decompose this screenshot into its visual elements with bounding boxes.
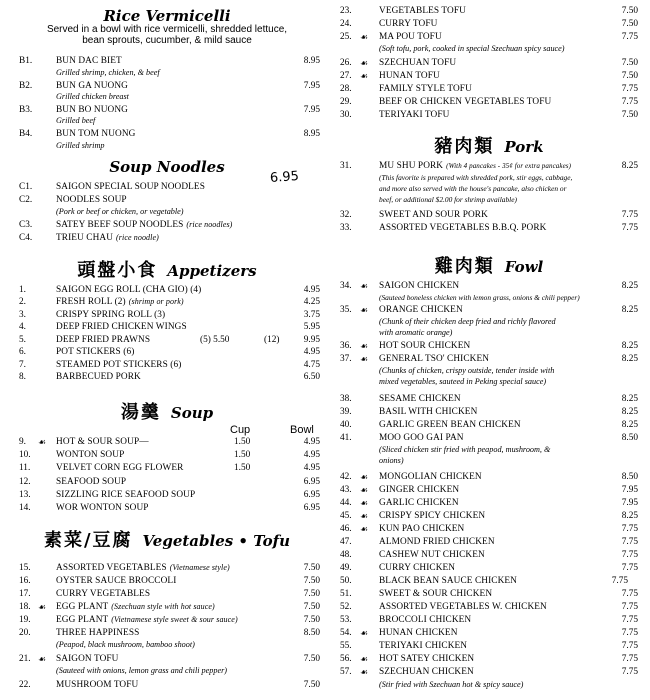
item-price: 7.75 (621, 97, 638, 107)
item-name: HOT SOUR CHICKEN (379, 341, 471, 351)
item-code: 49. (340, 563, 352, 573)
item-code: 23. (340, 6, 352, 16)
item-price: 8.50 (621, 433, 638, 443)
item-code: 29. (340, 97, 352, 107)
vegetables-title: Vegetables • Tofu (142, 532, 291, 550)
handwritten-price: 6.95 (269, 169, 300, 186)
item-name: SAIGON SPECIAL SOUP NOODLES (56, 182, 205, 192)
item-name: BEEF OR CHICKEN VEGETABLES TOFU (379, 97, 552, 107)
item-desc: Grilled shrimp, chicken, & beef (56, 68, 160, 77)
item-name: BARBECUED PORK (56, 372, 141, 382)
hot-spicy-icon: ☙ (360, 71, 369, 81)
rice-desc-line2: bean sprouts, cucumber, & mild sauce (82, 35, 252, 46)
item-name: CRISPY SPRING ROLL (3) (56, 310, 166, 320)
item-name: SEAFOOD SOUP (56, 477, 127, 487)
item-price: 7.75 (621, 641, 638, 651)
item-name: ASSORTED VEGETABLES B.B.Q. PORK (379, 223, 547, 233)
item-code: 1. (19, 285, 26, 295)
item-code: 51. (340, 589, 352, 599)
hot-spicy-icon: ☙ (360, 485, 369, 495)
hot-spicy-icon: ☙ (360, 32, 369, 42)
item-code: 3. (19, 310, 26, 320)
item-code: 47. (340, 537, 352, 547)
bowl-header: Bowl (290, 424, 314, 436)
item-name: MONGOLIAN CHICKEN (379, 472, 482, 482)
item-name-text: EGG PLANT (56, 602, 109, 612)
item-name: KUN PAO CHICKEN (379, 524, 465, 534)
item-price: 8.25 (621, 341, 638, 351)
item-price: 8.95 (303, 129, 320, 139)
bowl-price: 6.95 (303, 490, 320, 500)
item-price: 7.75 (621, 602, 638, 612)
hot-spicy-icon: ☙ (360, 667, 369, 677)
hot-spicy-icon: ☙ (360, 498, 369, 508)
item-code: 39. (340, 407, 352, 417)
hot-spicy-icon: ☙ (360, 654, 369, 664)
item-name-text: MU SHU PORK (379, 161, 444, 171)
cup-price: 1.50 (234, 450, 251, 460)
item-price: 7.75 (621, 537, 638, 547)
rice-vermicelli-heading (14, 6, 320, 25)
item-price: 7.50 (303, 654, 320, 664)
item-code: 2. (19, 297, 26, 307)
item-name: CURRY TOFU (379, 19, 438, 29)
item-name: CURRY VEGETABLES (56, 589, 151, 599)
appetizers-chinese: 頭盤小食 (77, 260, 158, 281)
item-code: 56. (340, 654, 352, 664)
item-price: 7.95 (303, 105, 320, 115)
item-desc: mixed vegetables, sauteed in Peking special sauce) (379, 377, 547, 386)
item-code: 48. (340, 550, 352, 560)
item-desc: and more also served with the house's pancake, also chicken or (379, 184, 567, 193)
item-code: 20. (19, 628, 31, 638)
item-code: 35. (340, 305, 352, 315)
item-code: 46. (340, 524, 352, 534)
item-name: HUNAN CHICKEN (379, 628, 458, 638)
appetizers-heading (14, 256, 320, 282)
item-name: WOR WONTON SOUP (56, 503, 149, 513)
item-code: 53. (340, 615, 352, 625)
item-name: BUN GA NUONG (56, 81, 128, 91)
item-name: STEAMED POT STICKERS (6) (56, 360, 182, 370)
item-desc: (Stir fried with Szechuan hot & spicy sauce) (379, 680, 524, 689)
item-desc: (Pork or beef or chicken, or vegetable) (56, 207, 184, 216)
soup-title: Soup (170, 404, 214, 422)
item-name: DEEP FRIED CHICKEN WINGS (56, 322, 187, 332)
hot-spicy-icon: ☙ (38, 654, 47, 664)
pork-heading (340, 132, 638, 158)
soup-chinese: 湯羹 (120, 402, 161, 423)
item-code: 14. (19, 503, 31, 513)
item-price: 7.95 (621, 485, 638, 495)
hot-spicy-icon: ☙ (360, 58, 369, 68)
item-price: 7.75 (621, 84, 638, 94)
item-price: 7.95 (621, 498, 638, 508)
item-price: 7.50 (621, 58, 638, 68)
item-price: 7.75 (621, 589, 638, 599)
prawns-small-price: (5) 5.50 (200, 335, 230, 345)
item-name: NOODLES SOUP (56, 195, 127, 205)
item-name: CASHEW NUT CHICKEN (379, 550, 485, 560)
item-name-text: SATEY BEEF SOUP NOODLES (56, 220, 184, 230)
item-name: SIZZLING RICE SEAFOOD SOUP (56, 490, 196, 500)
item-name: BUN TOM NUONG (56, 129, 136, 139)
item-price: 7.50 (621, 19, 638, 29)
item-name: HUNAN TOFU (379, 71, 440, 81)
item-name: MOO GOO GAI PAN (379, 433, 464, 443)
item-code: C2. (19, 195, 33, 205)
item-price: 7.75 (621, 615, 638, 625)
hot-spicy-icon: ☙ (38, 437, 47, 447)
item-code: 24. (340, 19, 352, 29)
item-desc: (Sliced chicken stir fried with peapod, mushroom, & (379, 445, 551, 454)
appetizers-title: Appetizers (167, 262, 257, 280)
item-price: 7.50 (621, 110, 638, 120)
item-price: 7.50 (303, 589, 320, 599)
item-name: GARLIC CHICKEN (379, 498, 459, 508)
item-price: 8.25 (621, 354, 638, 364)
item-name: BUN DAC BIET (56, 56, 122, 66)
bowl-price: 6.95 (303, 503, 320, 513)
item-name: FAMILY STYLE TOFU (379, 84, 472, 94)
item-price: 6.50 (303, 372, 320, 382)
item-price: 7.75 (621, 550, 638, 560)
item-price: 7.75 (621, 667, 638, 677)
fowl-title: Fowl (504, 258, 544, 276)
item-price: 7.50 (303, 680, 320, 690)
item-code: 40. (340, 420, 352, 430)
item-code: 4. (19, 322, 26, 332)
item-name: SAIGON EGG ROLL (CHA GIO) (4) (56, 285, 202, 295)
rice-vermicelli-title: Rice Vermicelli (103, 7, 231, 25)
item-code: 17. (19, 589, 31, 599)
item-price: 3.75 (303, 310, 320, 320)
item-code: 11. (19, 463, 31, 473)
item-name: CRISPY SPICY CHICKEN (379, 511, 486, 521)
cup-header: Cup (230, 424, 251, 436)
item-price: 8.25 (621, 407, 638, 417)
item-price: 7.75 (621, 524, 638, 534)
fowl-heading (340, 252, 638, 278)
item-code: C4. (19, 233, 33, 243)
item-code: 33. (340, 223, 352, 233)
item-price: 7.75 (611, 576, 628, 586)
item-desc: (Peapod, black mushroom, bamboo shoot) (56, 640, 195, 649)
hot-spicy-icon: ☙ (360, 511, 369, 521)
item-code: 19. (19, 615, 31, 625)
item-name: WONTON SOUP (56, 450, 125, 460)
hot-spicy-icon: ☙ (360, 305, 369, 315)
item-price: 8.25 (621, 394, 638, 404)
item-code: 44. (340, 498, 352, 508)
item-name: SWEET AND SOUR PORK (379, 210, 488, 220)
prawns-large-count: (12) (264, 335, 280, 345)
item-name (379, 161, 571, 171)
item-price: 8.25 (621, 305, 638, 315)
item-code: 7. (19, 360, 26, 370)
item-code: 28. (340, 84, 352, 94)
item-code: 31. (340, 161, 352, 171)
item-price: 5.95 (303, 322, 320, 332)
vegetables-chinese: 素菜/豆腐 (43, 530, 133, 551)
item-name (56, 220, 232, 230)
vegetables-tofu-heading (14, 526, 320, 552)
item-code: 25. (340, 32, 352, 42)
item-code: 54. (340, 628, 352, 638)
item-code: 36. (340, 341, 352, 351)
item-name: OYSTER SAUCE BROCCOLI (56, 576, 177, 586)
item-name: ALMOND FRIED CHICKEN (379, 537, 495, 547)
item-code: 30. (340, 110, 352, 120)
item-price: 7.50 (303, 563, 320, 573)
bowl-price: 6.95 (303, 477, 320, 487)
item-desc: (Chunks of chicken, crispy outside, tender inside with (379, 366, 555, 375)
bowl-price: 4.95 (303, 437, 320, 447)
hot-spicy-icon: ☙ (360, 281, 369, 291)
item-code: B3. (19, 105, 33, 115)
item-note: (rice noodle) (116, 233, 159, 242)
item-code: B4. (19, 129, 33, 139)
item-name: BUN BO NUONG (56, 105, 128, 115)
soup-noodles-title: Soup Noodles (109, 158, 225, 176)
hot-spicy-icon: ☙ (360, 472, 369, 482)
item-code: 52. (340, 602, 352, 612)
bowl-price: 4.95 (303, 450, 320, 460)
item-name: DEEP FRIED PRAWNS (56, 335, 151, 345)
item-price: 8.25 (621, 420, 638, 430)
item-price: 4.25 (303, 297, 320, 307)
item-name-text: ASSORTED VEGETABLES (56, 563, 167, 573)
item-price: 4.95 (303, 285, 320, 295)
item-price: 7.50 (621, 71, 638, 81)
item-code: 8. (19, 372, 26, 382)
item-name: SZECHUAN TOFU (379, 58, 457, 68)
item-name: BLACK BEAN SAUCE CHICKEN (379, 576, 517, 586)
item-desc: (This favorite is prepared with shredded pork, stir eggs, cabbage, (379, 173, 573, 182)
item-code: 50. (340, 576, 352, 586)
hot-spicy-icon: ☙ (38, 602, 47, 612)
item-note: (Szechuan style with hot sauce) (111, 602, 215, 611)
item-price: 7.75 (621, 628, 638, 638)
pork-chinese: 豬肉類 (434, 136, 495, 157)
item-code: 42. (340, 472, 352, 482)
item-code: 55. (340, 641, 352, 651)
item-price: 7.95 (303, 81, 320, 91)
fowl-chinese: 雞肉類 (434, 256, 495, 277)
item-desc: onions) (379, 456, 404, 465)
item-code: 27. (340, 71, 352, 81)
item-name: SAIGON TOFU (56, 654, 119, 664)
item-name: GENERAL TSO' CHICKEN (379, 354, 490, 364)
pork-title: Pork (504, 138, 544, 156)
item-name: CURRY CHICKEN (379, 563, 456, 573)
item-name: GARLIC GREEN BEAN CHICKEN (379, 420, 521, 430)
item-price: 7.75 (621, 210, 638, 220)
item-price: 4.75 (303, 360, 320, 370)
item-name: ORANGE CHICKEN (379, 305, 463, 315)
item-price: 7.75 (621, 563, 638, 573)
item-code: C1. (19, 182, 33, 192)
item-note: (Vietnamese style) (169, 563, 230, 572)
item-price: 8.50 (303, 628, 320, 638)
item-code: 21. (19, 654, 31, 664)
item-name (56, 602, 215, 612)
item-price: 7.75 (621, 32, 638, 42)
item-name-text: FRESH ROLL (2) (56, 297, 126, 307)
item-name (56, 563, 230, 573)
item-code: 15. (19, 563, 31, 573)
item-name: VELVET CORN EGG FLOWER (56, 463, 184, 473)
item-name: ASSORTED VEGETABLES W. CHICKEN (379, 602, 547, 612)
item-desc: (Sauteed with onions, lemon grass and chili pepper) (56, 666, 228, 675)
item-code: 41. (340, 433, 352, 443)
item-price: 8.25 (621, 511, 638, 521)
item-code: 13. (19, 490, 31, 500)
item-code: B2. (19, 81, 33, 91)
item-note: (shrimp or pork) (128, 297, 184, 306)
item-desc: with aromatic orange) (379, 328, 453, 337)
item-code: 38. (340, 394, 352, 404)
item-name: HOT SATEY CHICKEN (379, 654, 475, 664)
item-price: 4.95 (303, 347, 320, 357)
item-code: 57. (340, 667, 352, 677)
item-code: 12. (19, 477, 31, 487)
item-price: 7.75 (621, 654, 638, 664)
item-name (56, 615, 238, 625)
item-code: 9. (19, 437, 26, 447)
item-code: B1. (19, 56, 33, 66)
soup-heading (14, 398, 320, 424)
rice-desc-line1: Served in a bowl with rice vermicelli, shredded lettuce, (46, 24, 288, 35)
item-name: THREE HAPPINESS (56, 628, 140, 638)
item-price: 7.50 (303, 615, 320, 625)
hot-spicy-icon: ☙ (360, 628, 369, 638)
item-name: SAIGON CHICKEN (379, 281, 460, 291)
item-price: 9.95 (303, 335, 320, 345)
item-desc: Grilled beef (56, 116, 96, 125)
item-name (56, 297, 184, 307)
item-code: 45. (340, 511, 352, 521)
item-code: 34. (340, 281, 352, 291)
item-price: 8.95 (303, 56, 320, 66)
item-code: 32. (340, 210, 352, 220)
cup-price: 1.50 (234, 463, 251, 473)
item-code: 5. (19, 335, 26, 345)
item-desc: Grilled chicken breast (56, 92, 129, 101)
item-price: 7.50 (621, 6, 638, 16)
item-note: (rice noodles) (186, 220, 233, 229)
item-price: 7.50 (303, 602, 320, 612)
item-code: C3. (19, 220, 33, 230)
item-desc: (Sauteed boneless chicken with lemon grass, onions & chili pepper) (379, 293, 580, 302)
item-name: VEGETABLES TOFU (379, 6, 466, 16)
item-price: 7.75 (621, 223, 638, 233)
item-desc: beef, or additional $2.00 for shrimp available) (379, 195, 517, 204)
item-name: HOT & SOUR SOUP— (56, 437, 149, 447)
item-code: 22. (19, 680, 31, 690)
hot-spicy-icon: ☙ (360, 354, 369, 364)
item-name: MUSHROOM TOFU (56, 680, 139, 690)
item-note: (Vietnamese style sweet & sour sauce) (111, 615, 238, 624)
item-code: 6. (19, 347, 26, 357)
item-name: SESAME CHICKEN (379, 394, 461, 404)
item-desc: Grilled shrimp (56, 141, 105, 150)
item-name: TERIYAKI TOFU (379, 110, 450, 120)
item-code: 26. (340, 58, 352, 68)
item-price: 7.50 (303, 576, 320, 586)
item-desc: (Chunk of their chicken deep fried and richly flavored (379, 317, 556, 326)
item-name-text: TRIEU CHAU (56, 233, 114, 243)
bowl-price: 4.95 (303, 463, 320, 473)
item-price: 8.25 (621, 281, 638, 291)
item-code: 43. (340, 485, 352, 495)
item-name: GINGER CHICKEN (379, 485, 460, 495)
item-code: 18. (19, 602, 31, 612)
hot-spicy-icon: ☙ (360, 524, 369, 534)
item-name: TERIYAKI CHICKEN (379, 641, 468, 651)
item-note: (With 4 pancakes - 35¢ for extra pancakes) (446, 162, 572, 170)
item-price: 8.25 (621, 161, 638, 171)
item-name: MA POU TOFU (379, 32, 442, 42)
item-desc: (Soft tofu, pork, cooked in special Szechuan spicy sauce) (379, 44, 565, 53)
item-name: SWEET & SOUR CHICKEN (379, 589, 493, 599)
item-name: SZECHUAN CHICKEN (379, 667, 474, 677)
cup-price: 1.50 (234, 437, 251, 447)
item-name: BROCCOLI CHICKEN (379, 615, 472, 625)
item-price: 8.50 (621, 472, 638, 482)
item-name: BASIL WITH CHICKEN (379, 407, 478, 417)
item-code: 10. (19, 450, 31, 460)
item-code: 37. (340, 354, 352, 364)
hot-spicy-icon: ☙ (360, 341, 369, 351)
item-code: 16. (19, 576, 31, 586)
item-name: POT STICKERS (6) (56, 347, 135, 357)
item-name-text: EGG PLANT (56, 615, 109, 625)
item-name (56, 233, 159, 243)
